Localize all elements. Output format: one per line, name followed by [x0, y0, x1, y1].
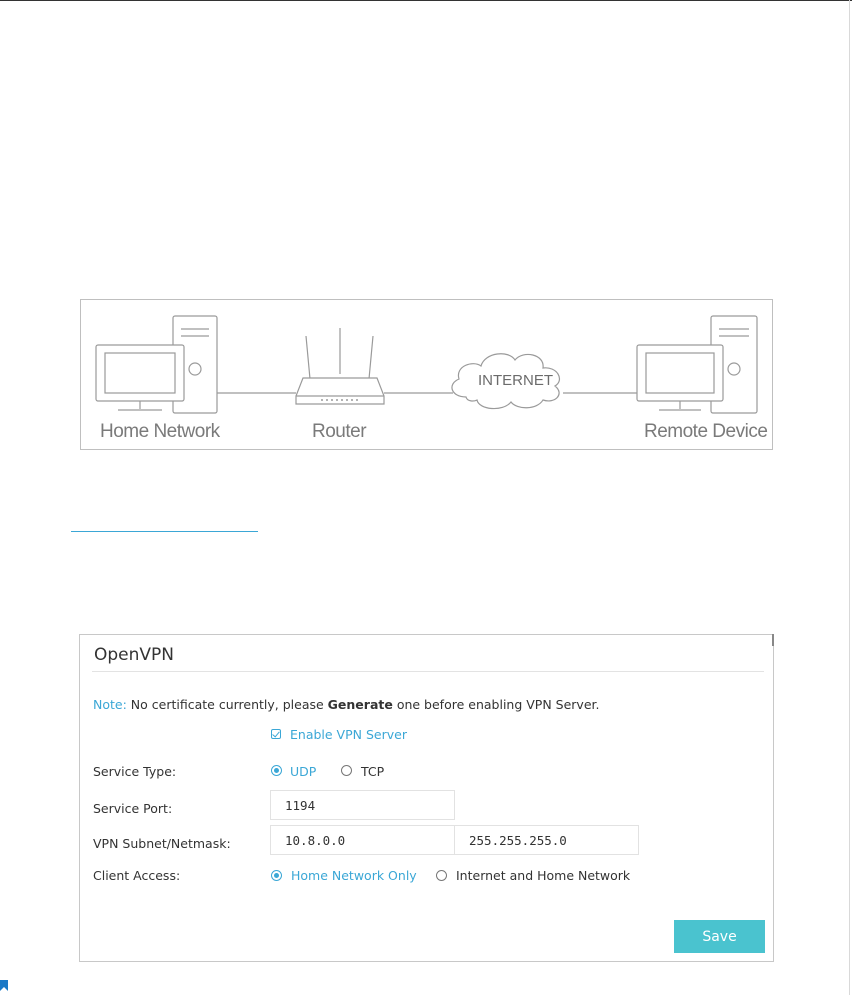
service-type-label: Service Type: [93, 764, 177, 779]
service-port-label: Service Port: [93, 801, 173, 816]
enable-vpn-label[interactable]: Enable VPN Server [290, 727, 407, 742]
panel-title: OpenVPN [94, 645, 175, 665]
note-text-before: No certificate currently, please [130, 697, 324, 712]
bookmark-icon [0, 980, 8, 991]
network-diagram [80, 299, 773, 450]
client-access-internet-home-radio[interactable] [436, 870, 447, 881]
save-button[interactable]: Save [674, 920, 765, 953]
enable-vpn-checkbox[interactable] [271, 729, 281, 739]
page-top-rule [0, 0, 852, 1]
note-generate-text: Generate [327, 697, 393, 712]
panel-divider [92, 671, 764, 672]
client-access-home-only-radio[interactable] [271, 870, 282, 881]
note-text-after: one before enabling VPN Server. [396, 697, 600, 712]
client-access-internet-home-label[interactable]: Internet and Home Network [456, 868, 631, 883]
client-access-home-only-label[interactable]: Home Network Only [291, 868, 417, 883]
service-type-tcp-label[interactable]: TCP [361, 764, 385, 779]
certificate-note [93, 697, 599, 712]
remote-device-label: Remote Device [644, 421, 768, 442]
page-right-edge [849, 0, 850, 995]
internet-label: INTERNET [478, 372, 553, 389]
note-label: Note: [93, 697, 127, 712]
hyperlink-underline[interactable] [71, 531, 258, 532]
vpn-subnet-input[interactable] [270, 825, 455, 855]
openvpn-panel [79, 634, 774, 962]
router-icon [296, 328, 384, 404]
panel-corner-mark [772, 634, 774, 646]
router-label: Router [312, 421, 367, 442]
service-type-udp-radio[interactable] [271, 765, 282, 776]
vpn-netmask-input[interactable] [454, 825, 639, 855]
service-type-udp-label[interactable]: UDP [290, 764, 317, 779]
client-access-label: Client Access: [93, 868, 181, 883]
service-port-input[interactable] [270, 790, 455, 820]
service-type-tcp-radio[interactable] [341, 765, 352, 776]
home-network-label: Home Network [100, 421, 220, 442]
vpn-subnet-netmask-label: VPN Subnet/Netmask: [93, 836, 231, 851]
